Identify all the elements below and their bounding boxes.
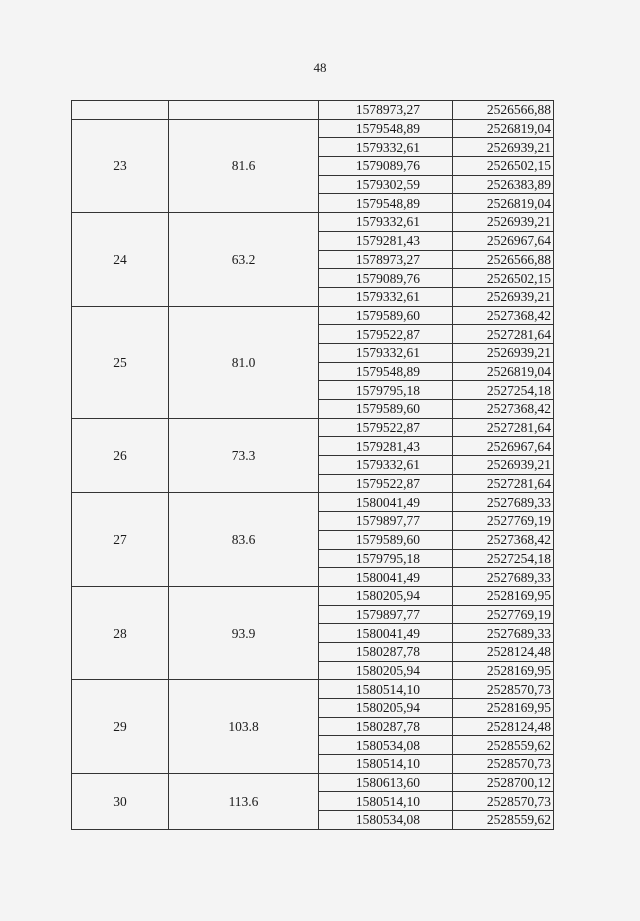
coordinates-table — [71, 100, 554, 830]
x-coordinate-cell: 1580205,94 — [319, 586, 453, 605]
table-row — [72, 773, 554, 792]
x-coordinate-cell: 1580041,49 — [319, 624, 453, 643]
y-coordinate-cell: 2528700,12 — [453, 773, 554, 792]
x-coordinate-cell: 1579897,77 — [319, 512, 453, 531]
table-row — [72, 306, 554, 325]
y-coordinate-cell: 2528559,62 — [453, 811, 554, 830]
x-coordinate-cell: 1579332,61 — [319, 213, 453, 232]
y-coordinate-cell: 2526967,64 — [453, 231, 554, 250]
x-coordinate-cell: 1579795,18 — [319, 549, 453, 568]
x-coordinate-cell: 1579548,89 — [319, 362, 453, 381]
parcel-number-cell: 29 — [72, 680, 169, 773]
parcel-area-cell: 83.6 — [169, 493, 319, 586]
y-coordinate-cell: 2527281,64 — [453, 474, 554, 493]
y-coordinate-cell: 2527254,18 — [453, 381, 554, 400]
x-coordinate-cell: 1579548,89 — [319, 194, 453, 213]
x-coordinate-cell: 1579281,43 — [319, 437, 453, 456]
table-row — [72, 119, 554, 138]
y-coordinate-cell: 2527689,33 — [453, 493, 554, 512]
y-coordinate-cell: 2528169,95 — [453, 699, 554, 718]
y-coordinate-cell: 2526967,64 — [453, 437, 554, 456]
table-row — [72, 213, 554, 232]
parcel-area-cell: 81.0 — [169, 306, 319, 418]
parcel-number-cell: 25 — [72, 306, 169, 418]
x-coordinate-cell: 1579281,43 — [319, 231, 453, 250]
x-coordinate-cell: 1579332,61 — [319, 287, 453, 306]
table-row — [72, 586, 554, 605]
y-coordinate-cell: 2526939,21 — [453, 456, 554, 475]
x-coordinate-cell: 1580041,49 — [319, 493, 453, 512]
x-coordinate-cell: 1580514,10 — [319, 755, 453, 774]
x-coordinate-cell: 1579089,76 — [319, 157, 453, 176]
x-coordinate-cell: 1579332,61 — [319, 138, 453, 157]
parcel-number-cell: 24 — [72, 213, 169, 306]
table-row — [72, 101, 554, 120]
y-coordinate-cell: 2527368,42 — [453, 530, 554, 549]
x-coordinate-cell: 1580205,94 — [319, 661, 453, 680]
y-coordinate-cell: 2528570,73 — [453, 680, 554, 699]
parcel-area-cell: 113.6 — [169, 773, 319, 829]
y-coordinate-cell: 2528124,48 — [453, 642, 554, 661]
y-coordinate-cell: 2526939,21 — [453, 138, 554, 157]
x-coordinate-cell: 1578973,27 — [319, 101, 453, 120]
y-coordinate-cell: 2526819,04 — [453, 194, 554, 213]
parcel-area-cell: 63.2 — [169, 213, 319, 306]
y-coordinate-cell: 2526939,21 — [453, 343, 554, 362]
x-coordinate-cell: 1580534,08 — [319, 811, 453, 830]
y-coordinate-cell: 2527689,33 — [453, 568, 554, 587]
y-coordinate-cell: 2527281,64 — [453, 325, 554, 344]
x-coordinate-cell: 1578973,27 — [319, 250, 453, 269]
parcel-area-cell — [169, 101, 319, 120]
y-coordinate-cell: 2528559,62 — [453, 736, 554, 755]
parcel-number-cell — [72, 101, 169, 120]
y-coordinate-cell: 2527254,18 — [453, 549, 554, 568]
parcel-area-cell: 103.8 — [169, 680, 319, 773]
y-coordinate-cell: 2526939,21 — [453, 287, 554, 306]
y-coordinate-cell: 2528124,48 — [453, 717, 554, 736]
x-coordinate-cell: 1579589,60 — [319, 400, 453, 419]
y-coordinate-cell: 2526566,88 — [453, 250, 554, 269]
x-coordinate-cell: 1579522,87 — [319, 418, 453, 437]
y-coordinate-cell: 2526819,04 — [453, 362, 554, 381]
parcel-number-cell: 26 — [72, 418, 169, 493]
y-coordinate-cell: 2526383,89 — [453, 175, 554, 194]
x-coordinate-cell: 1580205,94 — [319, 699, 453, 718]
table-row — [72, 680, 554, 699]
y-coordinate-cell: 2526502,15 — [453, 269, 554, 288]
x-coordinate-cell: 1579897,77 — [319, 605, 453, 624]
x-coordinate-cell: 1580514,10 — [319, 680, 453, 699]
x-coordinate-cell: 1579522,87 — [319, 325, 453, 344]
x-coordinate-cell: 1580534,08 — [319, 736, 453, 755]
x-coordinate-cell: 1580287,78 — [319, 717, 453, 736]
x-coordinate-cell: 1579548,89 — [319, 119, 453, 138]
x-coordinate-cell: 1579332,61 — [319, 456, 453, 475]
table-row — [72, 418, 554, 437]
y-coordinate-cell: 2527769,19 — [453, 605, 554, 624]
coordinates-table-body — [72, 101, 554, 830]
y-coordinate-cell: 2528169,95 — [453, 586, 554, 605]
x-coordinate-cell: 1579089,76 — [319, 269, 453, 288]
parcel-number-cell: 27 — [72, 493, 169, 586]
y-coordinate-cell: 2526566,88 — [453, 101, 554, 120]
parcel-number-cell: 28 — [72, 586, 169, 679]
y-coordinate-cell: 2526502,15 — [453, 157, 554, 176]
x-coordinate-cell: 1580514,10 — [319, 792, 453, 811]
y-coordinate-cell: 2527368,42 — [453, 400, 554, 419]
table-row — [72, 493, 554, 512]
x-coordinate-cell: 1580287,78 — [319, 642, 453, 661]
x-coordinate-cell: 1579522,87 — [319, 474, 453, 493]
x-coordinate-cell: 1579589,60 — [319, 530, 453, 549]
x-coordinate-cell: 1579589,60 — [319, 306, 453, 325]
x-coordinate-cell: 1579302,59 — [319, 175, 453, 194]
parcel-number-cell: 23 — [72, 119, 169, 212]
parcel-area-cell: 81.6 — [169, 119, 319, 212]
x-coordinate-cell: 1580041,49 — [319, 568, 453, 587]
parcel-number-cell: 30 — [72, 773, 169, 829]
y-coordinate-cell: 2526819,04 — [453, 119, 554, 138]
y-coordinate-cell: 2527368,42 — [453, 306, 554, 325]
y-coordinate-cell: 2527281,64 — [453, 418, 554, 437]
y-coordinate-cell: 2527769,19 — [453, 512, 554, 531]
y-coordinate-cell: 2528570,73 — [453, 755, 554, 774]
x-coordinate-cell: 1579795,18 — [319, 381, 453, 400]
parcel-area-cell: 93.9 — [169, 586, 319, 679]
y-coordinate-cell: 2528169,95 — [453, 661, 554, 680]
x-coordinate-cell: 1580613,60 — [319, 773, 453, 792]
page-number: 48 — [313, 60, 327, 75]
y-coordinate-cell: 2526939,21 — [453, 213, 554, 232]
x-coordinate-cell: 1579332,61 — [319, 343, 453, 362]
parcel-area-cell: 73.3 — [169, 418, 319, 493]
y-coordinate-cell: 2527689,33 — [453, 624, 554, 643]
y-coordinate-cell: 2528570,73 — [453, 792, 554, 811]
